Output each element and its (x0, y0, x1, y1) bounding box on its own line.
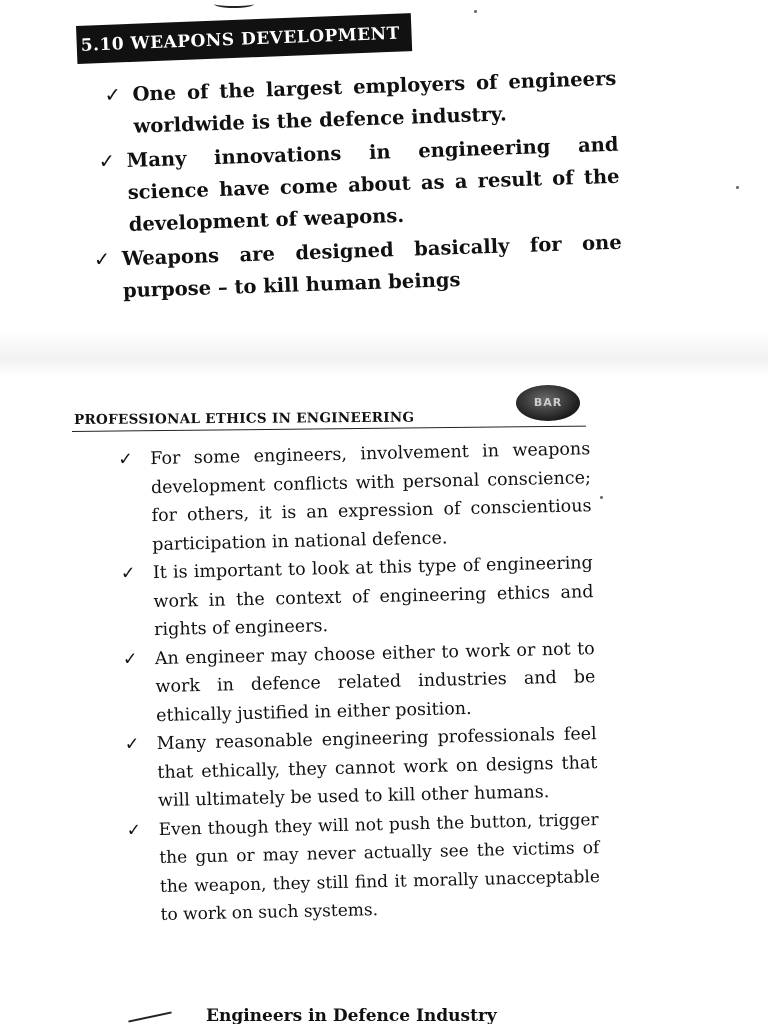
pen-mark (214, 0, 254, 8)
checkmark-icon: ✓ (93, 247, 111, 272)
checkmark-icon: ✓ (118, 449, 134, 470)
checkmark-icon: ✓ (120, 563, 136, 584)
page-fold-gap (0, 330, 768, 378)
bullet-item (90, 129, 621, 242)
bullet-text: One of the largest employers of engineers worldwide is the defence industry. (132, 66, 617, 138)
section-title: 5.10 WEAPONS DEVELOPMENT (76, 13, 412, 64)
bullet-item (115, 549, 595, 645)
bullet-text: Many innovations in engineering and science have come about as a result of the development of weapons. (126, 132, 620, 236)
bullet-text: It is important to look at this type of engineering work in the context of engineering ethics and rights of engineers. (152, 553, 594, 641)
checkmark-icon: ✓ (98, 149, 116, 173)
bullet-text: For some engineers, involvement in weapons development conflicts with personal conscience; for others, it is an expression of conscientious participation in national defence. (150, 439, 592, 555)
paper-speck (736, 186, 739, 189)
paper-speck (600, 496, 603, 499)
bullet-text: Many reasonable engineering professionals feel that ethically, they cannot work on designs that will ultimately be used to kill other humans. (156, 724, 598, 812)
bullet-text: Weapons are designed basically for one purpose – to kill human beings (121, 230, 623, 303)
section1-bullets (93, 63, 623, 310)
bullet-item (118, 720, 598, 816)
running-header: PROFESSIONAL ETHICS IN ENGINEERING (74, 409, 415, 428)
checkmark-icon: ✓ (104, 83, 122, 107)
bullet-item (112, 435, 592, 560)
checkmark-icon: ✓ (122, 648, 138, 670)
bullet-item (120, 806, 600, 931)
bullet-text: An engineer may choose either to work or not to work in defence related industries and be ethically justified in either position. (154, 638, 596, 726)
checkmark-icon: ✓ (126, 819, 142, 841)
next-heading-partial: Engineers in Defence Industry (206, 1006, 497, 1024)
paper-speck (474, 10, 477, 13)
bullet-item (117, 635, 597, 731)
checkmark-icon: ✓ (124, 734, 140, 755)
publisher-logo: BAR (516, 385, 580, 421)
pen-mark (128, 1011, 171, 1022)
section2-bullets (112, 435, 601, 930)
bullet-text: Even though they will not push the button, trigger the gun or may never actually see the victims of the weapon, they still find it morally unacceptable to work on such systems. (158, 809, 601, 926)
